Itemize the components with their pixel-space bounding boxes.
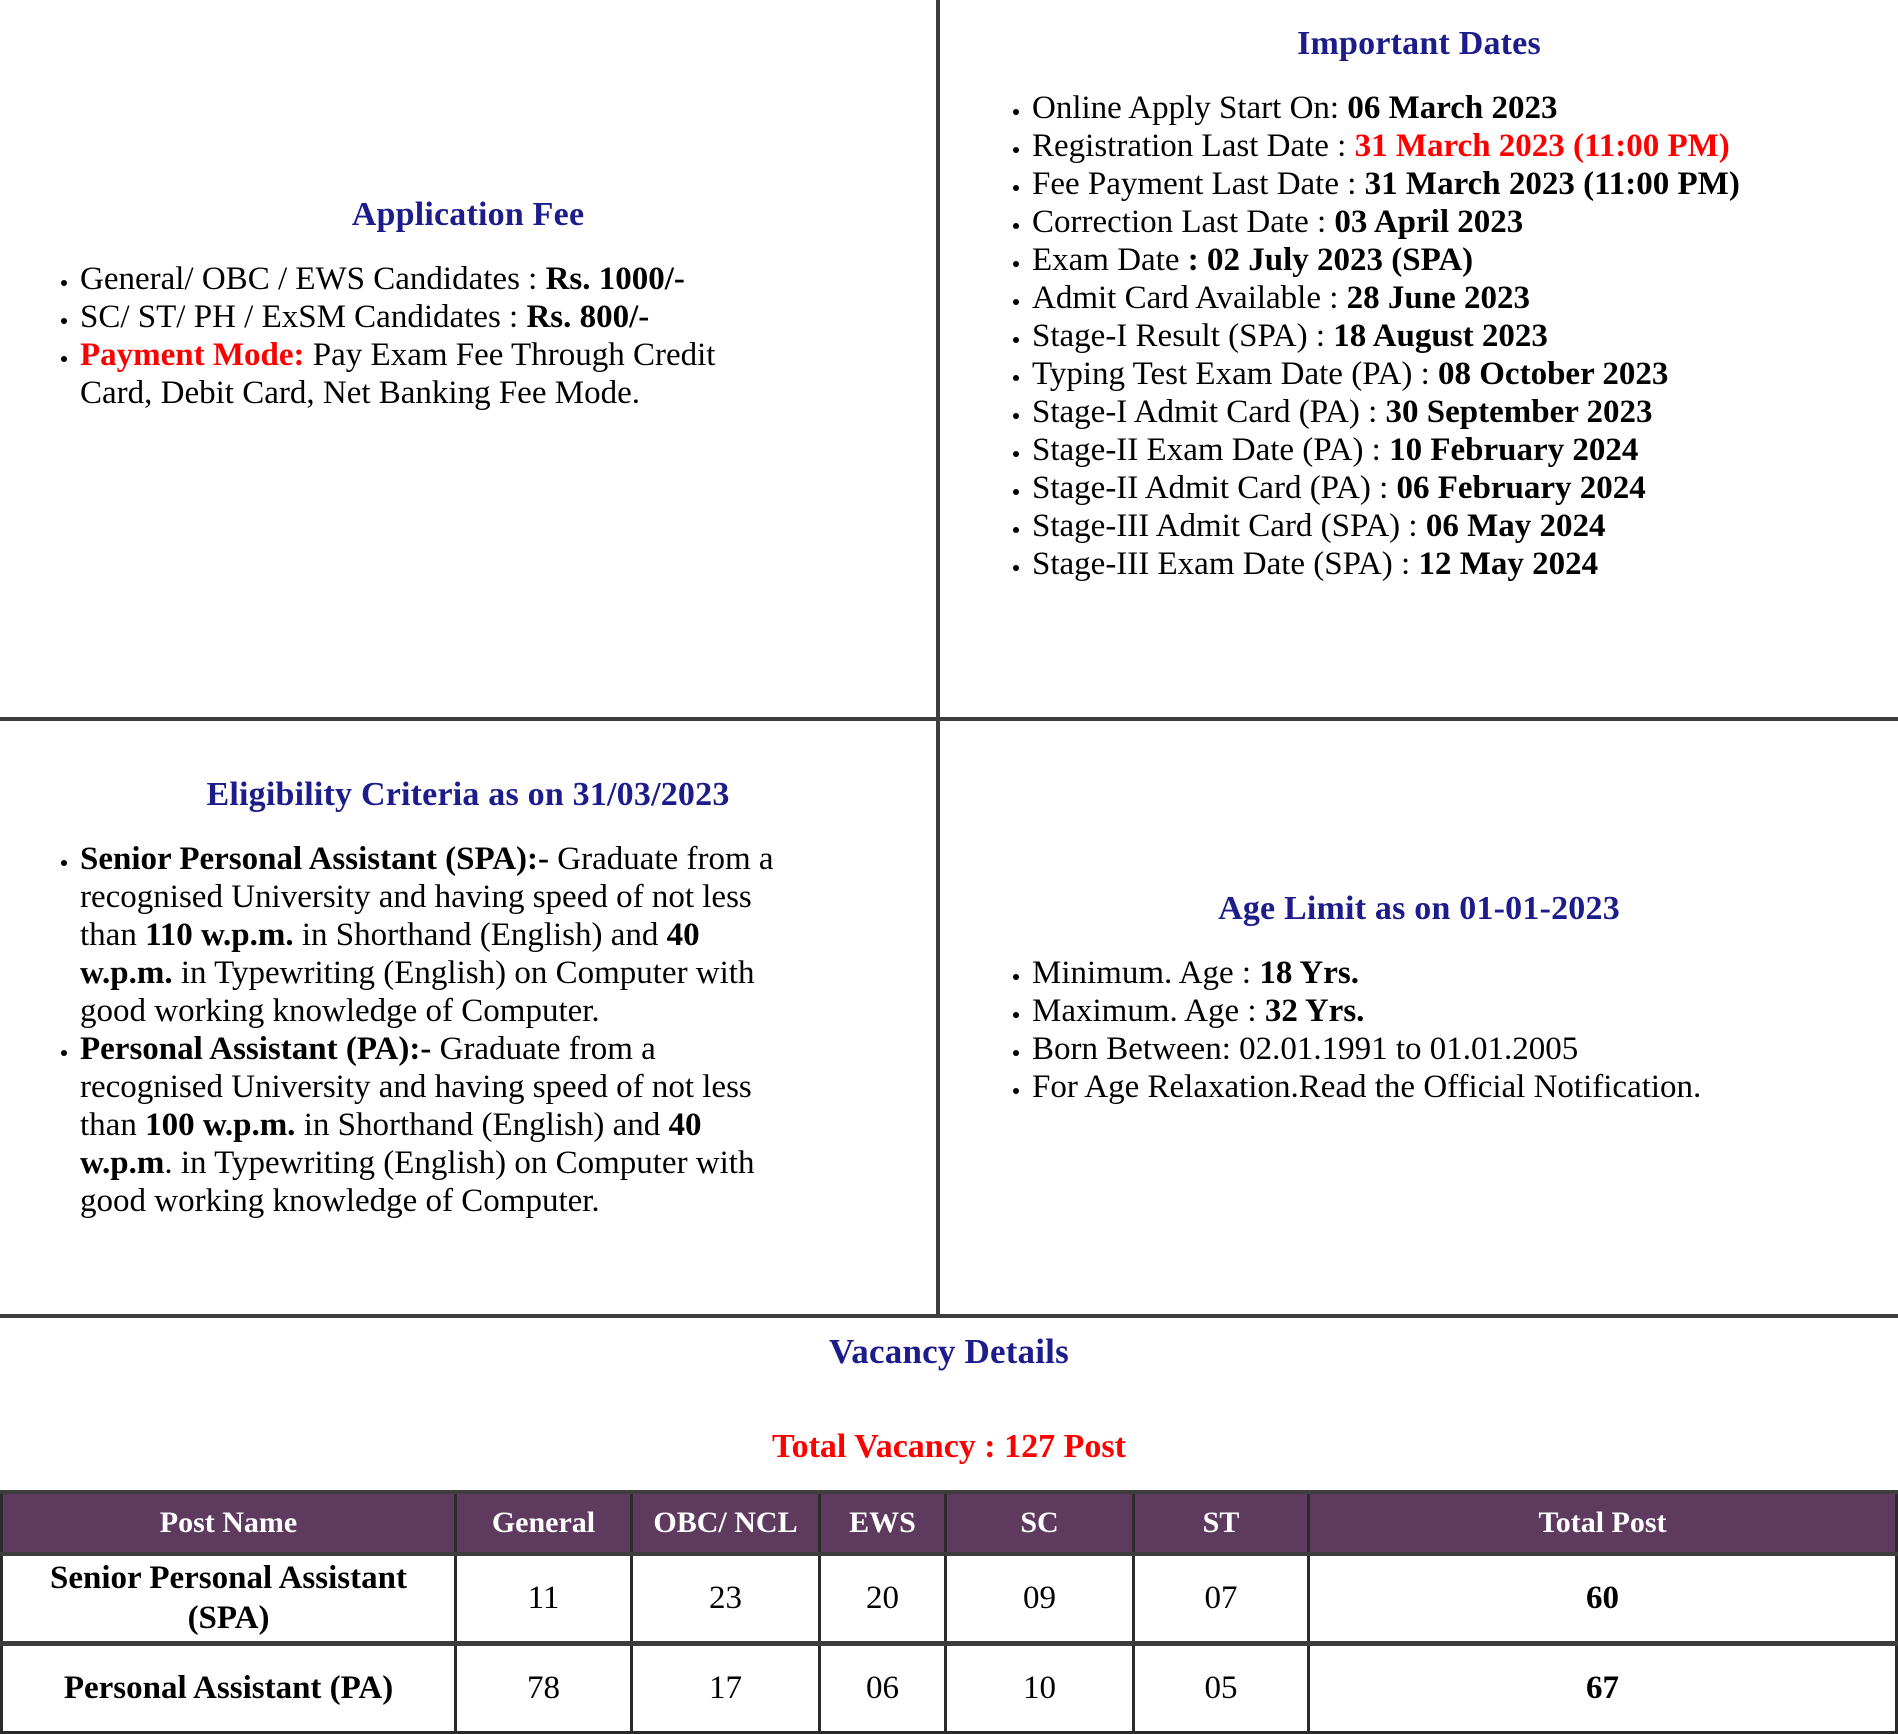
text-segment: 30 September 2023 xyxy=(1385,393,1653,430)
text-segment: Stage-III Admit Card (SPA) : xyxy=(1032,507,1426,544)
text-segment: 06 March 2023 xyxy=(1347,89,1558,126)
text-segment: 06 May 2024 xyxy=(1425,507,1606,544)
text-segment: 10 February 2024 xyxy=(1389,431,1639,468)
text-segment: 03 April 2023 xyxy=(1334,203,1524,240)
text-segment: Stage-II Admit Card (PA) : xyxy=(1032,469,1397,506)
vacancy-count-cell: 17 xyxy=(632,1643,820,1732)
bullet-item xyxy=(1032,165,1878,203)
bullet-item xyxy=(1032,1068,1878,1106)
column-header: EWS xyxy=(820,1492,946,1554)
text-segment: Stage-III Exam Date (SPA) : xyxy=(1032,545,1419,582)
bullet-item xyxy=(1032,241,1878,279)
text-segment: Stage-I Result (SPA) : xyxy=(1032,317,1334,354)
text-segment: Online Apply Start On: xyxy=(1032,89,1348,126)
text-segment: 40 w.p.m xyxy=(80,1106,702,1181)
section-vacancy-details xyxy=(0,1332,1898,1734)
text-segment: Minimum. Age : xyxy=(1032,954,1260,991)
text-segment: in Typewriting (English) on Computer with good working knowledge of Computer. xyxy=(80,954,755,1029)
text-segment: Rs. 1000/- xyxy=(545,260,685,297)
bullet-item xyxy=(1032,317,1878,355)
text-segment: Graduate from a recognised University and having speed of not less than xyxy=(80,1030,752,1143)
total-post-cell: 60 xyxy=(1309,1554,1897,1643)
vacancy-count-cell: 09 xyxy=(946,1554,1134,1643)
application-fee-heading: Application Fee xyxy=(351,195,585,233)
text-segment: 110 w.p.m. xyxy=(145,916,294,953)
text-segment: Born Between: 02.01.1991 to 01.01.2005 xyxy=(1032,1030,1579,1067)
text-segment: Pay Exam Fee Through Credit Card, Debit Card, Net Banking Fee Mode. xyxy=(80,336,716,411)
bullet-item xyxy=(80,298,776,336)
text-segment: Payment Mode: xyxy=(80,336,305,373)
text-segment: General/ OBC / EWS Candidates : xyxy=(80,260,546,297)
vacancy-table xyxy=(0,1490,1898,1734)
bullet-item xyxy=(1032,89,1878,127)
important-dates-heading: Important Dates xyxy=(1297,24,1541,62)
bullet-item xyxy=(1032,393,1878,431)
bullet-item xyxy=(1032,355,1878,393)
text-segment: Stage-II Exam Date (PA) : xyxy=(1032,431,1390,468)
bullet-item xyxy=(1032,992,1878,1030)
total-vacancy-text: Total Vacancy : 127 Post xyxy=(772,1428,1126,1465)
total-post-cell: 67 xyxy=(1309,1643,1897,1732)
vacancy-details-heading: Vacancy Details xyxy=(829,1332,1069,1371)
text-segment: 06 February 2024 xyxy=(1396,469,1646,506)
column-header: ST xyxy=(1134,1492,1309,1554)
bullet-item xyxy=(1032,279,1878,317)
bullet-item xyxy=(1032,127,1878,165)
text-segment: Rs. 800/- xyxy=(526,298,650,335)
text-segment: 32 Yrs. xyxy=(1264,992,1365,1029)
age-limit-list xyxy=(940,954,1898,1106)
text-segment: : 02 July 2023 (SPA) xyxy=(1187,241,1474,278)
text-segment: Stage-I Admit Card (PA) : xyxy=(1032,393,1386,430)
vacancy-count-cell: 78 xyxy=(456,1643,632,1732)
text-segment: 31 March 2023 (11:00 PM) xyxy=(1354,127,1730,164)
text-segment: Fee Payment Last Date : xyxy=(1032,165,1365,202)
vacancy-count-cell: 10 xyxy=(946,1643,1134,1732)
post-name-cell: Personal Assistant (PA) xyxy=(2,1643,456,1732)
vacancy-count-cell: 11 xyxy=(456,1554,632,1643)
bullet-item xyxy=(1032,954,1878,992)
text-segment: For Age Relaxation.Read the Official Notification. xyxy=(1032,1068,1702,1105)
text-segment: 08 October 2023 xyxy=(1438,355,1669,392)
eligibility-heading: Eligibility Criteria as on 31/03/2023 xyxy=(206,775,730,813)
bullet-item xyxy=(1032,431,1878,469)
text-segment: SC/ ST/ PH / ExSM Candidates : xyxy=(80,298,527,335)
section-eligibility-criteria xyxy=(0,721,940,1318)
bullet-item xyxy=(1032,1030,1878,1068)
text-segment: . in Typewriting (English) on Computer with good working knowledge of Computer. xyxy=(80,1144,755,1219)
text-segment: Correction Last Date : xyxy=(1032,203,1335,240)
bullet-item xyxy=(1032,545,1878,583)
text-segment: Typing Test Exam Date (PA) : xyxy=(1032,355,1439,392)
vacancy-count-cell: 23 xyxy=(632,1554,820,1643)
text-segment: Maximum. Age : xyxy=(1032,992,1265,1029)
bullet-item xyxy=(80,1030,776,1220)
text-segment: in Shorthand (English) and xyxy=(293,916,667,953)
bullet-item xyxy=(80,336,776,412)
post-name-cell: Senior Personal Assistant (SPA) xyxy=(2,1554,456,1643)
column-header: OBC/ NCL xyxy=(632,1492,820,1554)
text-segment: 18 Yrs. xyxy=(1259,954,1359,991)
bullet-item xyxy=(1032,507,1878,545)
table-row xyxy=(2,1643,1897,1732)
vacancy-count-cell: 06 xyxy=(820,1643,946,1732)
application-fee-list xyxy=(0,260,936,412)
column-header: Total Post xyxy=(1309,1492,1897,1554)
vacancy-count-cell: 20 xyxy=(820,1554,946,1643)
text-segment: 28 June 2023 xyxy=(1346,279,1531,316)
text-segment: in Shorthand (English) and xyxy=(295,1106,669,1143)
section-age-limit xyxy=(940,721,1898,1318)
text-segment: 100 w.p.m. xyxy=(145,1106,296,1143)
text-segment: 31 March 2023 (11:00 PM) xyxy=(1364,165,1740,202)
bullet-item xyxy=(1032,203,1878,241)
bullet-item xyxy=(80,840,776,1030)
text-segment: 12 May 2024 xyxy=(1418,545,1599,582)
bullet-item xyxy=(1032,469,1878,507)
section-important-dates xyxy=(940,0,1898,721)
column-header: SC xyxy=(946,1492,1134,1554)
vacancy-table-header-row xyxy=(2,1492,1897,1554)
section-application-fee xyxy=(0,0,940,721)
text-segment: Graduate from a recognised University and having speed of not less than xyxy=(80,840,774,953)
text-segment: 18 August 2023 xyxy=(1333,317,1548,354)
column-header: General xyxy=(456,1492,632,1554)
column-header: Post Name xyxy=(2,1492,456,1554)
text-segment: Personal Assistant (PA):- xyxy=(80,1030,432,1067)
text-segment: Admit Card Available : xyxy=(1032,279,1347,316)
text-segment: Senior Personal Assistant (SPA):- xyxy=(80,840,550,877)
text-segment: Registration Last Date : xyxy=(1032,127,1355,164)
bullet-item xyxy=(80,260,776,298)
important-dates-list xyxy=(940,89,1898,583)
text-segment: Exam Date xyxy=(1032,241,1188,278)
vacancy-count-cell: 05 xyxy=(1134,1643,1309,1732)
age-limit-heading: Age Limit as on 01-01-2023 xyxy=(1218,889,1620,927)
text-segment: 40 w.p.m. xyxy=(80,916,700,991)
vacancy-count-cell: 07 xyxy=(1134,1554,1309,1643)
table-row xyxy=(2,1554,1897,1643)
eligibility-list xyxy=(0,840,936,1220)
